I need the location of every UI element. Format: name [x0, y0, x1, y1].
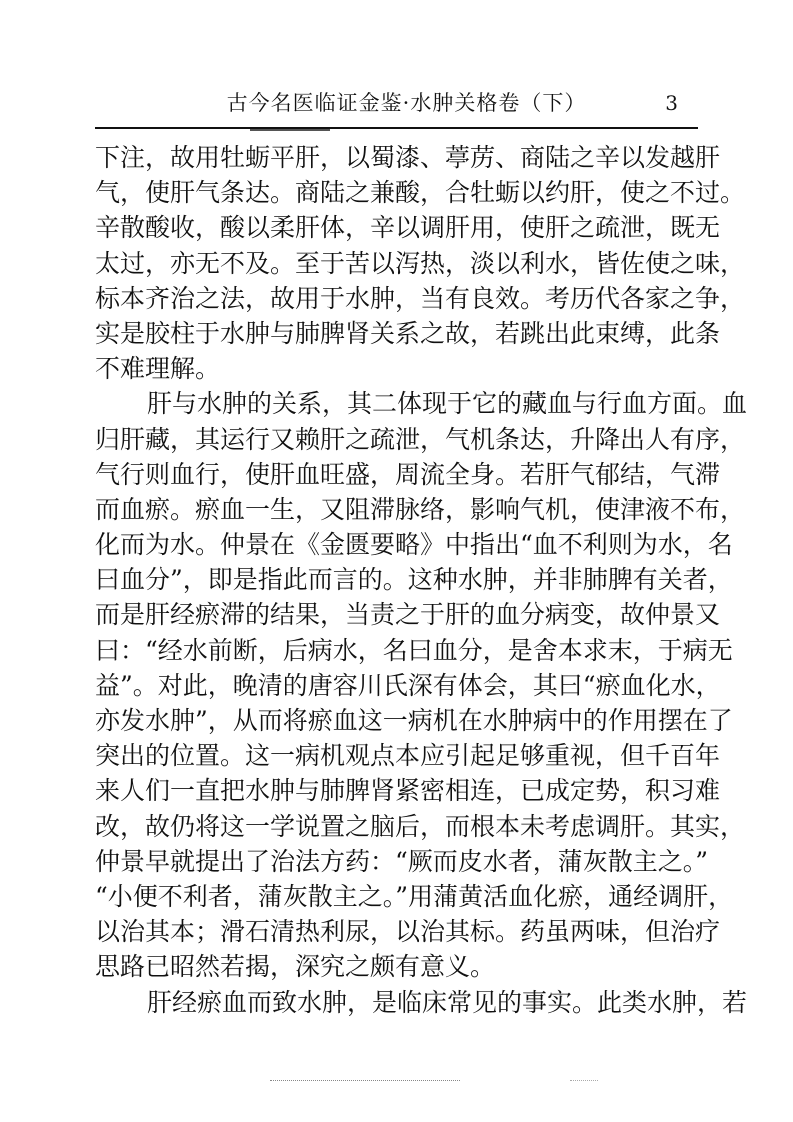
text-line: 以治其本；滑石清热利尿，以治其标。药虽两味，但治疗	[95, 917, 721, 947]
text-line: 改，故仍将这一学说置之脑后，而根本未考虑调肝。其实，	[95, 811, 746, 841]
scan-specks	[570, 1080, 598, 1081]
text-line: 归肝藏，其运行又赖肝之疏泄，气机条达，升降出人有序，	[95, 424, 746, 454]
text-line: 不难理解。	[95, 354, 221, 384]
running-header	[95, 86, 698, 120]
text-line: 曰：“经水前断，后病水，名曰血分，是舍本求末，于病无	[95, 635, 733, 665]
paragraph	[95, 985, 748, 1020]
paragraph	[95, 386, 748, 984]
text-line: 化而为水。仲景在《金匮要略》中指出“血不利则为水，名	[95, 530, 733, 560]
text-line: 气，使肝气条达。商陆之兼酸，合牡蛎以约肝，使之不过。	[95, 178, 746, 208]
text-line: 标本齐治之法，故用于水肿，当有良效。考历代各家之争，	[95, 283, 746, 313]
text-line: 肝经瘀血而致水肿，是临床常见的事实。此类水肿，若	[147, 987, 748, 1017]
body-text	[95, 140, 748, 1020]
text-line: 肝与水肿的关系，其二体现于它的藏血与行血方面。血	[147, 389, 748, 419]
text-line: 曰血分”，即是指此而言的。这种水肿，并非肺脾有关者，	[95, 565, 733, 595]
text-line: 太过，亦无不及。至于苦以泻热，淡以利水，皆佐使之味，	[95, 248, 746, 278]
text-line: 亦发水肿”，从而将瘀血这一病机在水肿病中的作用摆在了	[95, 706, 733, 735]
header-rule	[95, 127, 698, 129]
text-line: 而是肝经瘀滞的结果，当责之于肝的血分病变，故仲景又	[95, 600, 721, 630]
text-line: 益”。对此，晚清的唐容川氏深有体会，其曰“瘀血化水，	[95, 670, 721, 700]
scan-smudge	[250, 129, 330, 131]
book-title: 古今名医临证金鉴·水肿关格卷（下）	[226, 91, 587, 115]
text-line: 下注，故用牡蛎平肝，以蜀漆、葶苈、商陆之辛以发越肝	[95, 143, 721, 172]
text-line: 仲景早就提出了治法方药：“厥而皮水者，蒲灰散主之。”	[95, 846, 709, 876]
page-number: 3	[665, 91, 678, 115]
text-line: 而血瘀。瘀血一生，又阻滞脉络，影响气机，使津液不布，	[95, 494, 746, 524]
text-line: 实是胶柱于水肿与肺脾肾关系之故，若跳出此束缚，此条	[95, 318, 721, 348]
text-line: 辛散酸收，酸以柔肝体，辛以调肝用，使肝之疏泄，既无	[95, 213, 721, 243]
text-line: 突出的位置。这一病机观点本应引起足够重视，但千百年	[95, 741, 721, 771]
text-line: 思路已昭然若揭，深究之颇有意义。	[95, 952, 496, 982]
text-line: “小便不利者，蒲灰散主之。”用蒲黄活血化瘀，通经调肝，	[95, 881, 734, 911]
text-line: 来人们一直把水肿与肺脾肾紧密相连，已成定势，积习难	[95, 776, 721, 806]
scan-specks	[270, 1080, 460, 1081]
text-line: 气行则血行，使肝血旺盛，周流全身。若肝气郁结，气滞	[95, 459, 721, 489]
paragraph	[95, 140, 746, 386]
